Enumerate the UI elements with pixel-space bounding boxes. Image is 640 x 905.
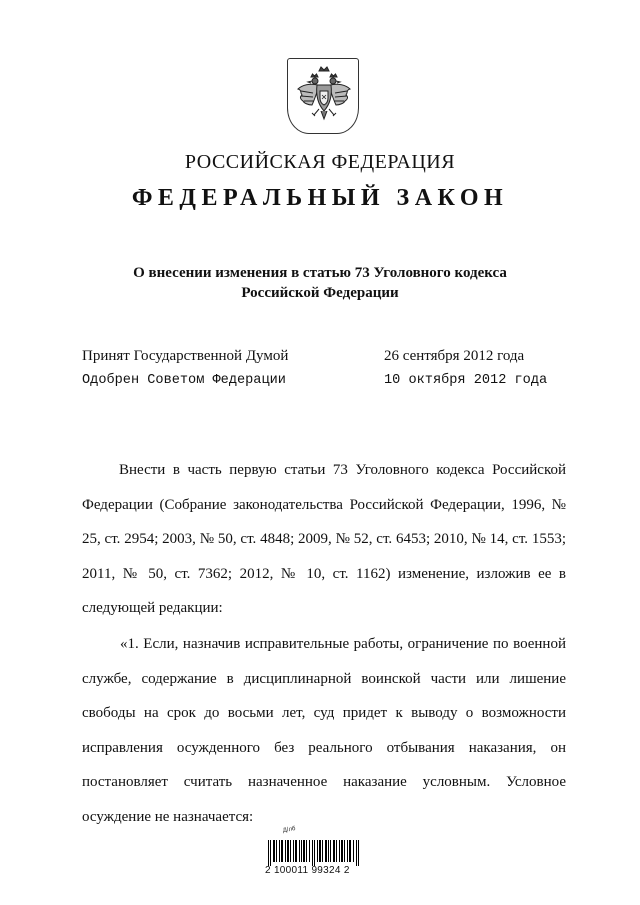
council-approval-label: Одобрен Советом Федерации [82,373,286,388]
body-paragraph-2-text: «1. Если, назначив исправительные работы, ограничение по военной службе, содержание в дисциплинарной воинской части или лишение свободы на срок до восьми лет, суд придет к выводу о возможности исправления осужденного без реального отбывания наказания, он постановляет считать назначенное наказание условным. Условное осуждение не назначается: [82,636,566,825]
barcode-number: 2 100011 99324 2 [265,865,350,876]
body-paragraph-1 [82,453,566,626]
law-title [0,263,640,303]
barcode-icon [268,840,364,866]
duma-adoption-label: Принят Государственной Думой [82,348,289,364]
law-title-line-2: Российской Федерации [241,285,399,301]
country-heading: РОССИЙСКАЯ ФЕДЕРАЦИЯ [184,151,456,173]
handwritten-mark: Д/лб [282,825,297,835]
body-paragraph-1-text: Внести в часть первую статьи 73 Уголовного кодекса Российской Федерации (Собрание законодательства Российской Федерации, 1996, № 25, ст. 2954; 2003, № 50, ст. 4848; 2009, № 52, ст. 6453; 2010, № 14, ст. 1553; 2011, № 50, ст. 7362; 2012, № 10, ст. 1162) изменение, изложив ее в следующей редакции: [82,462,566,616]
body-paragraph-2 [82,627,566,834]
council-approval-date: 10 октября 2012 года [384,373,548,388]
law-title-line-1: О внесении изменения в статью 73 Уголовного кодекса [133,265,507,281]
double-headed-eagle-coat-of-arms-icon [288,59,360,135]
duma-adoption-date: 26 сентября 2012 года [384,348,525,364]
law-type-heading: ФЕДЕРАЛЬНЫЙ ЗАКОН [131,185,509,211]
coat-of-arms-emblem [287,58,359,134]
